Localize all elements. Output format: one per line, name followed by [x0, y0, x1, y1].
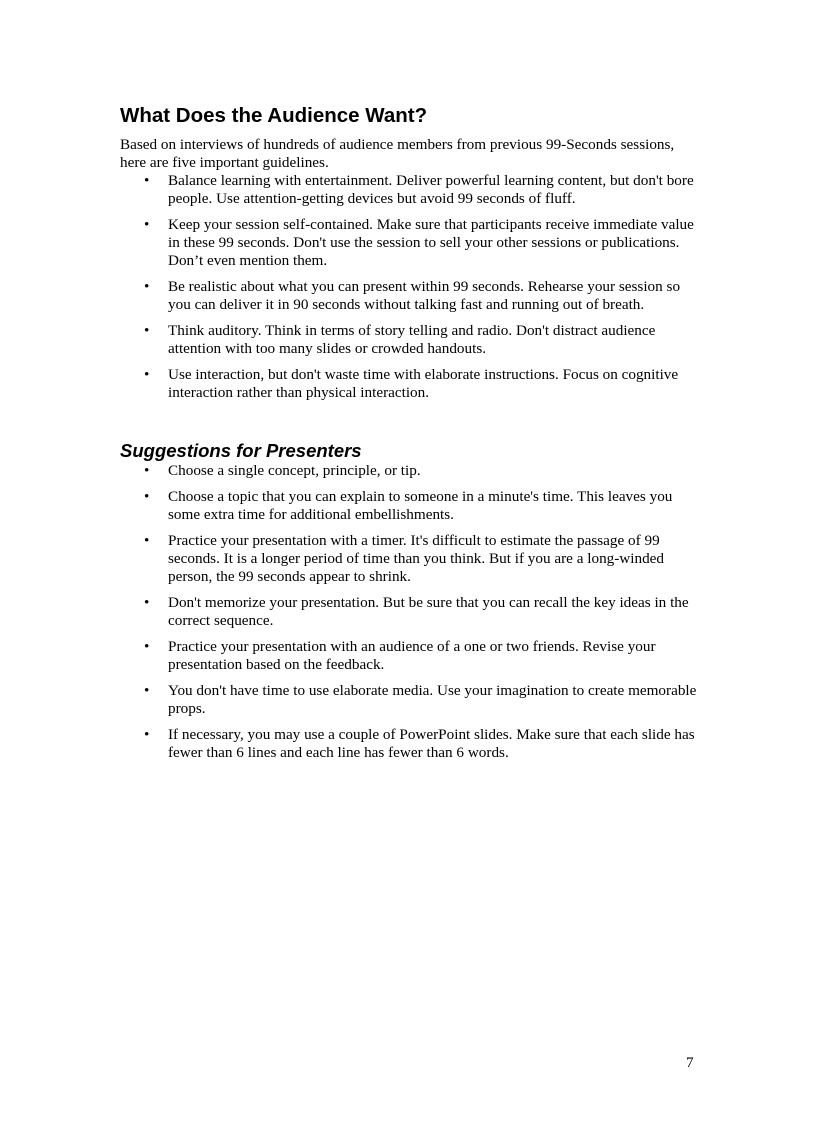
page-number: 7 [686, 1054, 694, 1071]
bullet-icon: • [144, 216, 150, 233]
bullet-icon: • [144, 682, 150, 699]
bullet-icon: • [144, 322, 150, 339]
list-item [120, 216, 700, 270]
list-item-text: Choose a topic that you can explain to someone in a minute's time. This leaves you some extra time for additional embellishments. [168, 488, 673, 523]
page-content [120, 104, 700, 770]
intro-paragraph: Based on interviews of hundreds of audience members from previous 99-Seconds sessions, here are five important guidelines. [120, 136, 675, 171]
list-item [120, 462, 700, 480]
list-item-text: Think auditory. Think in terms of story telling and radio. Don't distract audience attention with too many slides or crowded handouts. [168, 322, 656, 357]
list-item [120, 488, 700, 524]
bullet-icon: • [144, 638, 150, 655]
bullet-icon: • [144, 726, 150, 743]
list-item [120, 726, 700, 762]
list-item-text: Use interaction, but don't waste time with elaborate instructions. Focus on cognitive interaction rather than physical interaction. [168, 366, 679, 401]
list-item-text: Practice your presentation with an audience of a one or two friends. Revise your presentation based on the feedback. [168, 638, 656, 673]
suggestions-heading-wrap [120, 440, 700, 462]
list-item [120, 366, 700, 402]
bullet-icon: • [144, 172, 150, 189]
list-item-text: If necessary, you may use a couple of PowerPoint slides. Make sure that each slide has fewer than 6 lines and each line has fewer than 6 words. [168, 726, 695, 761]
bullet-icon: • [144, 532, 150, 549]
list-item [120, 594, 700, 630]
bullet-icon: • [144, 462, 150, 479]
guidelines-list [120, 172, 700, 402]
list-item-text: Be realistic about what you can present within 99 seconds. Rehearse your session so you can deliver it in 90 seconds without talking fast and running out of breath. [168, 278, 681, 313]
section-heading-suggestions: Suggestions for Presenters [120, 440, 362, 461]
bullet-icon: • [144, 278, 150, 295]
list-item [120, 172, 700, 208]
list-item-text: Balance learning with entertainment. Deliver powerful learning content, but don't bore people. Use attention-getting devices but avoid 99 seconds of fluff. [168, 172, 694, 207]
list-item [120, 322, 700, 358]
suggestions-list [120, 462, 700, 762]
list-item-text: Don't memorize your presentation. But be sure that you can recall the key ideas in the correct sequence. [168, 594, 689, 629]
list-item-text: Keep your session self-contained. Make sure that participants receive immediate value in these 99 seconds. Don't use the session to sell your other sessions or publications. Don’t even mention them. [168, 216, 694, 269]
list-item [120, 278, 700, 314]
list-item [120, 638, 700, 674]
list-item [120, 682, 700, 718]
bullet-icon: • [144, 366, 150, 383]
section-heading-audience: What Does the Audience Want? [120, 104, 428, 127]
list-item-text: Practice your presentation with a timer. It's difficult to estimate the passage of 99 seconds. It is a longer period of time than you think. But if you are a long-winded person, the 99 seconds appear to shrink. [168, 532, 665, 585]
list-item-text: You don't have time to use elaborate media. Use your imagination to create memorable props. [168, 682, 697, 717]
bullet-icon: • [144, 488, 150, 505]
list-item [120, 532, 700, 586]
list-item-text: Choose a single concept, principle, or tip. [168, 462, 421, 479]
bullet-icon: • [144, 594, 150, 611]
